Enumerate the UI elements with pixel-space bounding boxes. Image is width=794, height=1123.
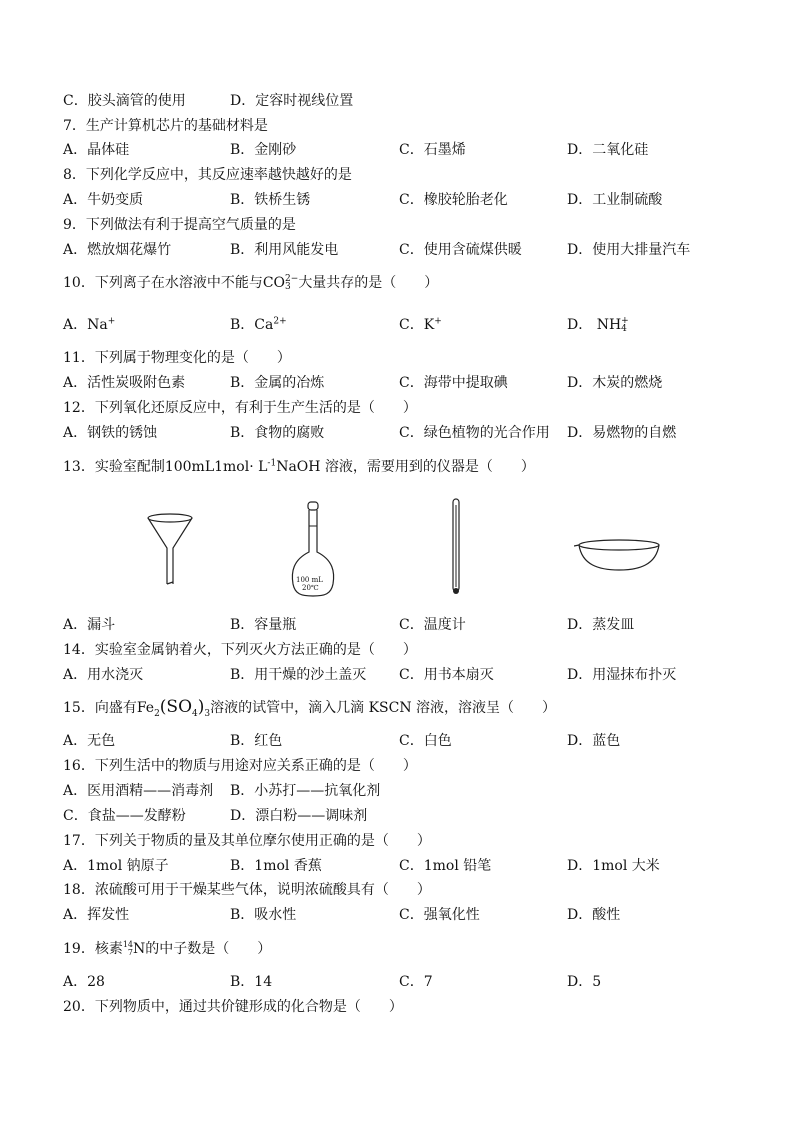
- q8-option-b: B．铁桥生锈: [230, 192, 311, 208]
- q13-option-c: C．温度计: [399, 617, 466, 633]
- q12-option-d: D．易燃物的自燃: [567, 425, 677, 441]
- q19-option-b: B．14: [230, 974, 273, 990]
- q8-option-d: D．工业制硫酸: [567, 192, 663, 208]
- flask-volume-label: 100 mL: [296, 576, 323, 584]
- q7-option-d: D．二氧化硅: [567, 142, 649, 158]
- q12-option-a: A．钢铁的锈蚀: [63, 425, 158, 441]
- q18-option-c: C．强氧化性: [399, 907, 480, 923]
- q16-option-d: D．漂白粉——调味剂: [230, 808, 368, 824]
- q12-stem: 12．下列氧化还原反应中，有利于生产生活的是（ ）: [63, 400, 417, 416]
- q17-option-b: B．1mol 香蕉: [230, 858, 322, 874]
- q15-stem: 15．向盛有$Fe_2(SO_4)_3$溶液的试管中，滴入几滴 KSCN 溶液，溶液呈（ ）: [63, 697, 557, 719]
- q8-stem: 8．下列化学反应中，其反应速率越快越好的是: [63, 167, 352, 183]
- q9-stem: 9．下列做法有利于提高空气质量的是: [63, 217, 296, 233]
- q15-option-c: C．白色: [399, 733, 452, 749]
- q18-option-d: D．酸性: [567, 907, 621, 923]
- q20-stem: 20．下列物质中，通过共价键形成的化合物是（ ）: [63, 999, 403, 1015]
- q17-option-c: C．1mol 铅笔: [399, 858, 492, 874]
- q9-option-a: A．燃放烟花爆竹: [63, 242, 172, 258]
- q17-option-d: D．1mol 大米: [567, 858, 660, 874]
- q7-option-a: A．晶体硅: [63, 142, 130, 158]
- q12-option-c: C．绿色植物的光合作用: [399, 425, 550, 441]
- evaporating-dish-icon: [574, 535, 664, 575]
- q10-option-c: C．K+: [399, 316, 442, 333]
- q11-option-b: B．金属的冶炼: [230, 375, 325, 391]
- q14-option-a: A．用水浇灭: [63, 667, 144, 683]
- q19-option-c: C．7: [399, 974, 433, 990]
- q15-option-a: A．无色: [63, 733, 116, 749]
- q13-stem: 13．实验室配制$100mL1mol\cdot L^{-1}NaOH$ 溶液，需要用到的仪器是（ ）: [63, 458, 535, 475]
- q11-option-d: D．木炭的燃烧: [567, 375, 663, 391]
- q16-stem: 16．下列生活中的物质与用途对应关系正确的是（ ）: [63, 758, 417, 774]
- q11-option-a: A．活性炭吸附色素: [63, 375, 186, 391]
- flask-temperature-label: 20℃: [302, 584, 319, 592]
- q10-option-a: A．Na+: [63, 316, 116, 333]
- q7-option-b: B．金刚砂: [230, 142, 297, 158]
- funnel-icon: [140, 510, 200, 590]
- q10-stem: 10．下列离子在水溶液中不能与CO 2− 3 大量共存的是（ ）: [63, 274, 439, 292]
- q7-option-c: C．石墨烯: [399, 142, 466, 158]
- iron-sulfate-formula: $Fe_2(SO_4)_3$: [136, 697, 211, 719]
- q19-option-a: A．28: [63, 974, 105, 990]
- q16-option-a: A．医用酒精——消毒剂: [63, 783, 214, 799]
- q13-option-d: D．蒸发皿: [567, 617, 635, 633]
- q17-stem: 17．下列关于物质的量及其单位摩尔使用正确的是（ ）: [63, 833, 431, 849]
- q9-option-c: C．使用含硫煤供暖: [399, 242, 522, 258]
- q9-option-b: B．利用风能发电: [230, 242, 339, 258]
- q15-option-b: B．红色: [230, 733, 283, 749]
- q11-stem: 11．下列属于物理变化的是（ ）: [63, 350, 291, 366]
- q7-stem: 7．生产计算机芯片的基础材料是: [63, 118, 268, 134]
- q6-option-c: C．胶头滴管的使用: [63, 93, 186, 109]
- q12-option-b: B．食物的腐败: [230, 425, 325, 441]
- q14-option-d: D．用湿抹布扑灭: [567, 667, 677, 683]
- q19-option-d: D．5: [567, 974, 602, 990]
- q16-option-b: B．小苏打——抗氧化剂: [230, 783, 381, 799]
- q17-option-a: A．1mol 钠原子: [63, 858, 169, 874]
- q8-option-c: C．橡胶轮胎老化: [399, 192, 508, 208]
- q6-option-d: D．定容时视线位置: [230, 93, 354, 109]
- q19-stem: 19．核素 14 7 N的中子数是（ ）: [63, 940, 272, 957]
- carbonate-ion: CO 2− 3: [262, 274, 299, 292]
- q10-option-d: D． NH + 4: [567, 316, 629, 334]
- nuclide-notation: 14 7 N: [122, 940, 146, 957]
- q9-option-d: D．使用大排量汽车: [567, 242, 691, 258]
- q18-option-a: A．挥发性: [63, 907, 130, 923]
- q13-option-b: B．容量瓶: [230, 617, 297, 633]
- q10-option-b: B．$Ca^{2+}$: [230, 316, 287, 333]
- q13-option-a: A．漏斗: [63, 617, 116, 633]
- q18-option-b: B．吸水性: [230, 907, 297, 923]
- q16-option-c: C．食盐——发酵粉: [63, 808, 186, 824]
- thermometer-icon: [448, 497, 464, 597]
- q15-option-d: D．蓝色: [567, 733, 621, 749]
- q8-option-a: A．牛奶变质: [63, 192, 144, 208]
- q14-option-b: B．用干燥的沙土盖灭: [230, 667, 367, 683]
- q14-option-c: C．用书本扇灭: [399, 667, 494, 683]
- q18-stem: 18．浓硫酸可用于干燥某些气体，说明浓硫酸具有（ ）: [63, 882, 431, 898]
- q14-stem: 14．实验室金属钠着火，下列灭火方法正确的是（ ）: [63, 642, 417, 658]
- q11-option-c: C．海带中提取碘: [399, 375, 508, 391]
